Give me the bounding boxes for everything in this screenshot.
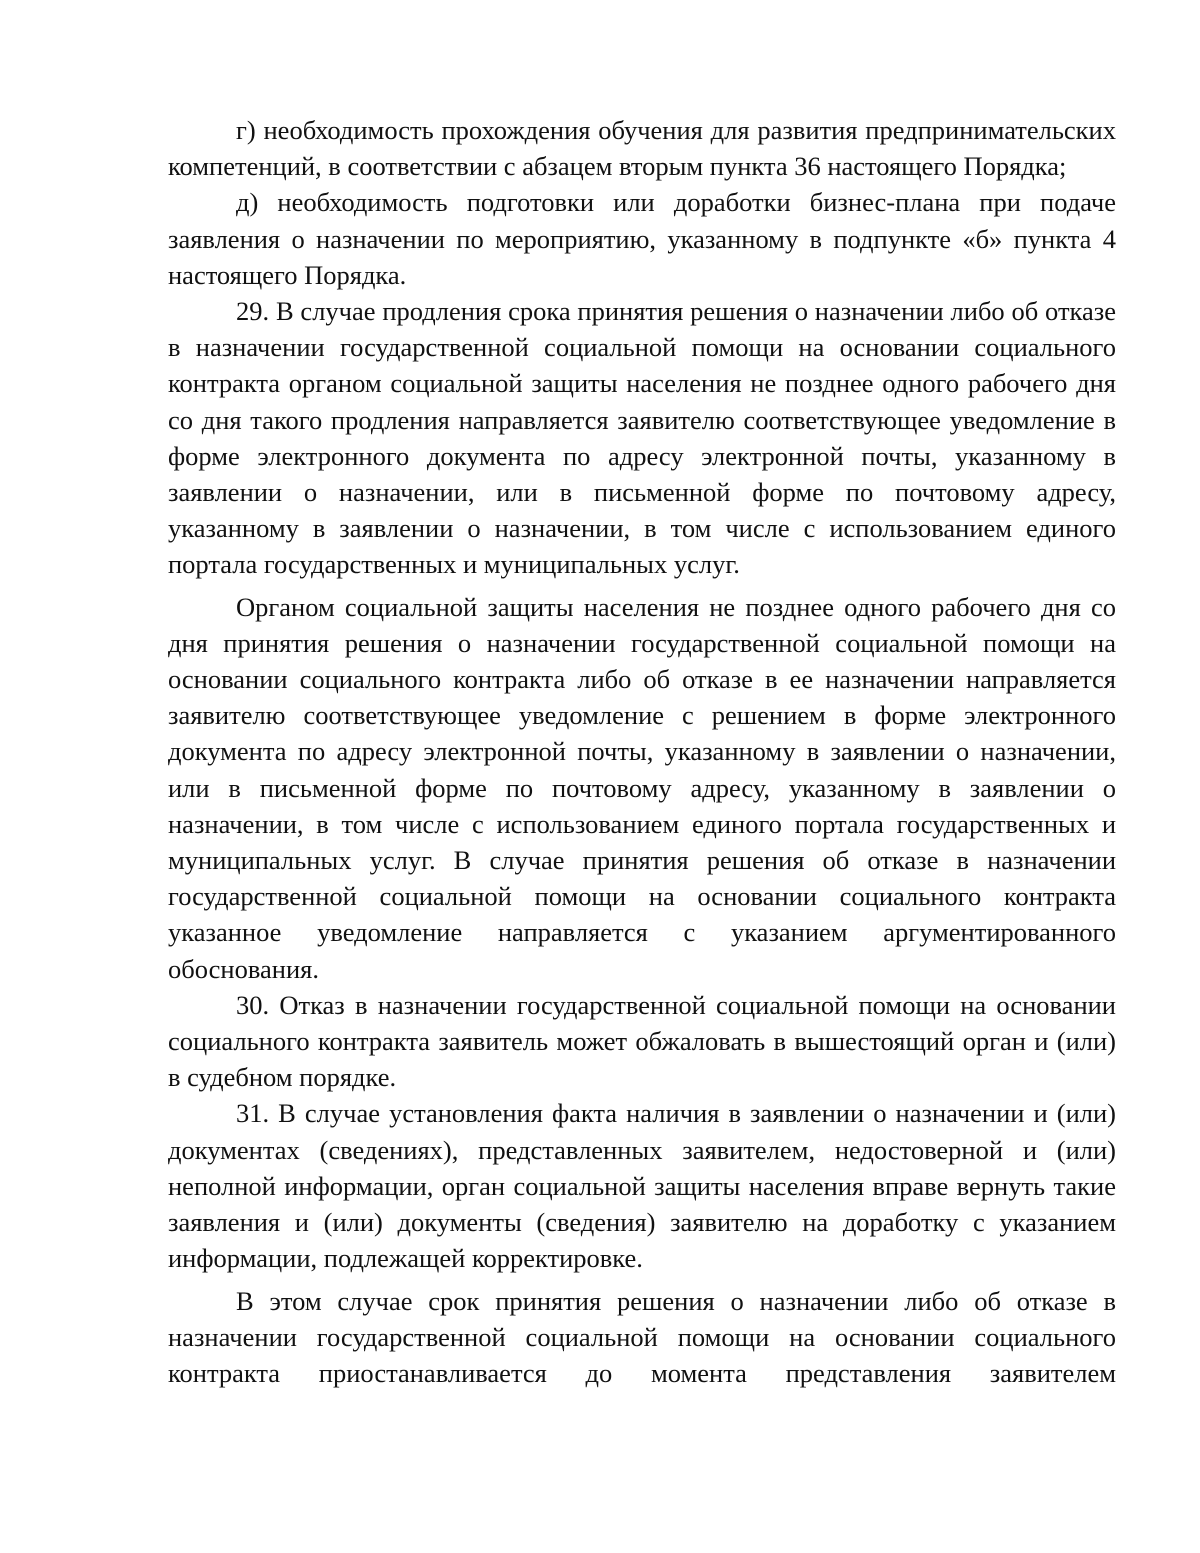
document-body (168, 112, 1116, 1391)
paragraph-clause-29-notification: Органом социальной защиты населения не позднее одного рабочего дня со дня принятия решения о назначении государственной социальной помощи на основании социального контракта либо об отказе в ее назначении направляется заявителю соответствующее уведомление с решением в форме электронного документа по адресу электронной почты, указанному в заявлении о назначении, или в письменной форме по почтовому адресу, указанному в заявлении о назначении, в том числе с использованием единого портала государственных и муниципальных услуг. В случае принятия решения об отказе в назначении государственной социальной помощи на основании социального контракта указанное уведомление направляется с указанием аргументированного обоснования. (168, 591, 1116, 984)
paragraph-clause-29: 29. В случае продления срока принятия решения о назначении либо об отказе в назначении государственной социальной помощи на основании социального контракта органом социальной защиты населения не позднее одного рабочего дня со дня такого продления направляется заявителю соответствующее уведомление в форме электронного документа по адресу электронной почты, указанному в заявлении о назначении, или в письменной форме по почтовому адресу, указанному в заявлении о назначении, в том числе с использованием единого портала государственных и муниципальных услуг. (168, 296, 1116, 580)
paragraph-clause-31-suspension: В этом случае срок принятия решения о назначении либо об отказе в назначении государственной социальной помощи на основании социального контракта приостанавливается до момента представления заявителем (168, 1285, 1116, 1388)
paragraph-item-g: г) необходимость прохождения обучения для развития предпринимательских компетенций, в соответствии с абзацем вторым пункта 36 настоящего Порядка; (168, 115, 1116, 182)
paragraph-item-d: д) необходимость подготовки или доработки бизнес-плана при подаче заявления о назначении по мероприятию, указанному в подпункте «б» пункта 4 настоящего Порядка. (168, 187, 1116, 290)
paragraph-clause-31: 31. В случае установления факта наличия в заявлении о назначении и (или) документах (сведениях), представленных заявителем, недостоверной и (или) неполной информации, орган социальной защиты населения вправе вернуть такие заявления и (или) документы (сведения) заявителю на доработку с указанием информации, подлежащей корректировке. (168, 1098, 1116, 1274)
paragraph-clause-30: 30. Отказ в назначении государственной социальной помощи на основании социального контракта заявитель может обжаловать в вышестоящий орган и (или) в судебном порядке. (168, 989, 1116, 1093)
